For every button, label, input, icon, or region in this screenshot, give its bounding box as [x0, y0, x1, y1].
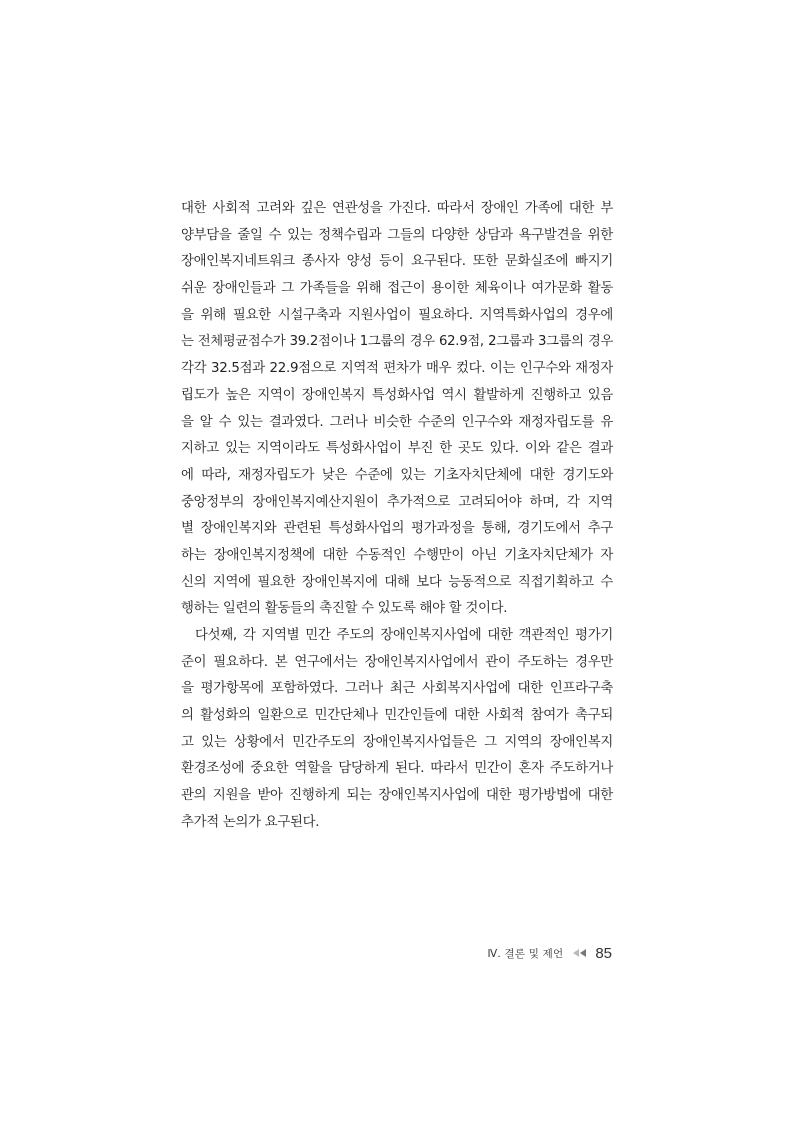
text-line: 는 전체평균점수가 39.2점이나 1그룹의 경우 62.9점, 2그룹과 3그룹의 경우: [181, 334, 613, 350]
text-line: 신의 지역에 필요한 장애인복지에 대해 보다 능동적으로 직접기획하고 수: [181, 574, 613, 590]
text-line: 의 활성화의 일환으로 민간단체나 민간인들에 대한 사회적 참여가 촉구되: [181, 708, 613, 724]
text-line: 을 위해 필요한 시설구축과 지원사업이 필요하다. 지역특화사업의 경우에: [181, 307, 613, 323]
text-line: 장애인복지네트워크 종사자 양성 등이 요구된다. 또한 문화실조에 빠지기: [181, 254, 613, 270]
text-line: 양부담을 줄일 수 있는 정책수립과 그들의 다양한 상담과 욕구발견을 위한: [181, 227, 613, 243]
text-line: 준이 필요하다. 본 연구에서는 장애인복지사업에서 관이 주도하는 경우만: [181, 654, 613, 670]
page-footer: [488, 943, 612, 963]
text-line: 별 장애인복지와 관련된 특성화사업의 평가과정을 통해, 경기도에서 추구: [181, 521, 613, 537]
paragraph-first-line: 다섯째, 각 지역별 민간 주도의 장애인복지사업에 대한 객관적인 평가기: [195, 628, 613, 643]
double-left-arrow-icon: [573, 949, 587, 957]
text-line: 중앙정부의 장애인복지예산지원이 추가적으로 고려되어야 하며, 각 지역: [181, 494, 613, 510]
text-line: 지하고 있는 지역이라도 특성화사업이 부진 한 곳도 있다. 이와 같은 결과: [181, 441, 613, 457]
text-line: 을 알 수 있는 결과였다. 그러나 비슷한 수준의 인구수와 재정자립도를 유: [181, 414, 613, 430]
paragraph-end-line: 행하는 일련의 활동들의 촉진할 수 있도록 해야 할 것이다.: [181, 601, 508, 617]
page-number: 85: [595, 944, 612, 962]
text-line: 대한 사회적 고려와 깊은 연관성을 가진다. 따라서 장애인 가족에 대한 부: [181, 201, 613, 216]
text-line: 쉬운 장애인들과 그 가족들을 위해 접근이 용이한 체육이나 여가문화 활동: [181, 281, 613, 297]
footer-section-title: Ⅳ. 결론 및 제언: [487, 947, 564, 960]
body-text: [181, 196, 613, 837]
text-line: 에 따라, 재정자립도가 낮은 수준에 있는 기초자치단체에 대한 경기도와: [181, 467, 613, 483]
text-line: 각각 32.5점과 22.9점으로 지역적 편차가 매우 컸다. 이는 인구수와 재정자: [181, 361, 613, 377]
text-line: 환경조성에 중요한 역할을 담당하게 된다. 따라서 민간이 혼자 주도하거나: [181, 761, 613, 777]
text-line: 을 평가항목에 포함하였다. 그러나 최근 사회복지사업에 대한 인프라구축: [181, 681, 613, 697]
text-line: 고 있는 상황에서 민간주도의 장애인복지사업들은 그 지역의 장애인복지: [181, 734, 613, 750]
text-line: 하는 장애인복지정책에 대한 수동적인 수행만이 아닌 기초자치단체가 자: [181, 547, 613, 563]
text-line: 관의 지원을 받아 진행하게 되는 장애인복지사업에 대한 평가방법에 대한: [181, 788, 613, 804]
paragraph-end-line: 추가적 논의가 요구된다.: [181, 814, 320, 830]
text-line: 립도가 높은 지역이 장애인복지 특성화사업 역시 활발하게 진행하고 있음: [181, 387, 613, 403]
